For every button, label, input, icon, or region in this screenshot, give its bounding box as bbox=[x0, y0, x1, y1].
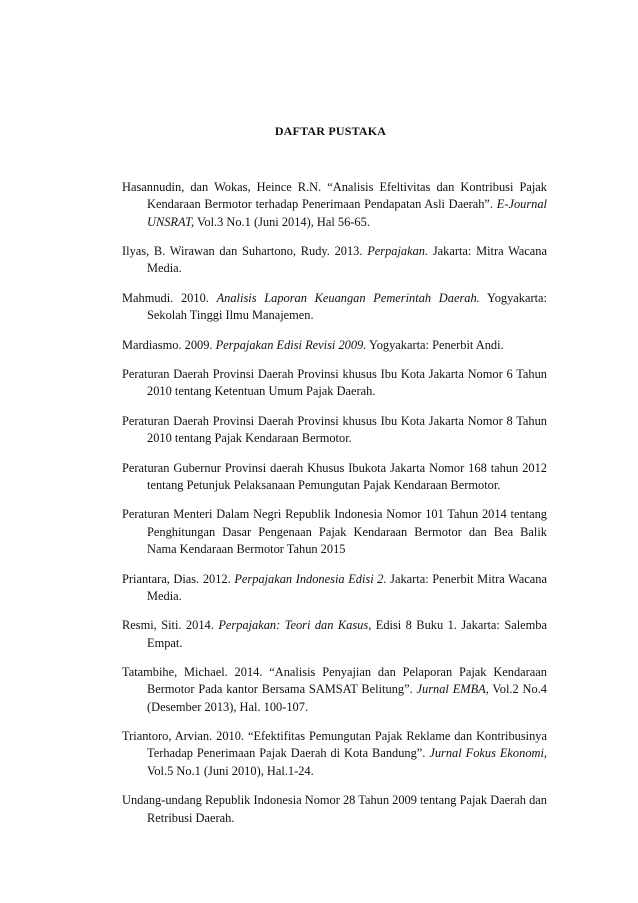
reference-source-italic: Perpajakan Edisi Revisi 2009. bbox=[215, 337, 367, 352]
reference-item bbox=[122, 664, 547, 716]
reference-item bbox=[122, 506, 547, 558]
reference-text: Hasannudin, dan Wokas, Heince R.N. “Analisis Efeltivitas dan Kontribusi Pajak Kendaraan Bermotor terhadap Penerimaan Pendapatan Asli Daerah”. bbox=[122, 180, 547, 212]
reference-text: Resmi, Siti. 2014. bbox=[122, 618, 219, 633]
reference-text: Peraturan Daerah Provinsi Daerah Provinsi khusus Ibu Kota Jakarta Nomor 8 Tahun 2010 tentang Pajak Kendaraan Bermotor. bbox=[122, 413, 547, 446]
reference-text: Peraturan Gubernur Provinsi daerah Khusus Ibukota Jakarta Nomor 168 tahun 2012 tentang Petunjuk Pelaksanaan Pemungutan Pajak Kendaraan Bermotor. bbox=[122, 460, 547, 492]
reference-text: Mardiasmo. 2009. bbox=[122, 337, 216, 352]
reference-item bbox=[122, 243, 547, 278]
reference-text: Triantoro, Arvian. 2010. “Efektifitas Pemungutan Pajak Reklame dan Kontribusinya Terhadap Penerimaan Pajak Daerah di Kota Bandung”. bbox=[122, 729, 547, 761]
reference-text: Undang-undang Republik Indonesia Nomor 28 Tahun 2009 tentang Pajak Daerah dan Retribusi Daerah. bbox=[122, 793, 547, 825]
reference-source-italic: Perpajakan Indonesia Edisi 2. bbox=[234, 571, 387, 586]
reference-item bbox=[122, 617, 547, 652]
reference-source-italic: Jurnal Fokus Ekonomi, bbox=[429, 746, 547, 761]
reference-text: Mahmudi. 2010. bbox=[122, 290, 217, 305]
reference-item bbox=[122, 728, 547, 780]
reference-item bbox=[122, 460, 547, 495]
reference-text-tail: Jakarta: Penerbit Mitra Wacana Media. bbox=[147, 571, 547, 603]
reference-text-tail: Vol.3 No.1 (Juni 2014), Hal 56-65. bbox=[194, 214, 370, 229]
reference-text: Peraturan Menteri Dalam Negri Republik Indonesia Nomor 101 Tahun 2014 tentang Penghitungan Dasar Pengenaan Pajak Kendaraan Bermotor dan Bea Balik Nama Kendaraan Bermotor Tahun 2015 bbox=[122, 507, 547, 557]
reference-text-tail: Edisi 8 Buku 1. Jakarta: Salemba Empat. bbox=[147, 618, 547, 650]
reference-list bbox=[122, 179, 547, 839]
reference-item bbox=[122, 290, 547, 325]
reference-item bbox=[122, 413, 547, 448]
reference-text: Ilyas, B. Wirawan dan Suhartono, Rudy. 2013. bbox=[122, 244, 368, 259]
reference-text-tail: Yogyakarta: Penerbit Andi. bbox=[366, 337, 504, 352]
reference-text-tail: Jakarta: Mitra Wacana Media. bbox=[147, 244, 547, 276]
reference-text-tail: Vol.5 No.1 (Juni 2010), Hal.1-24. bbox=[147, 763, 314, 778]
reference-item bbox=[122, 366, 547, 401]
reference-source-italic: Analisis Laporan Keuangan Pemerintah Daerah. bbox=[216, 290, 480, 305]
reference-source-italic: Jurnal EMBA, bbox=[416, 682, 489, 697]
reference-item bbox=[122, 179, 547, 231]
reference-source-italic: Perpajakan: Teori dan Kasus, bbox=[218, 618, 372, 633]
page-title: DAFTAR PUSTAKA bbox=[274, 124, 387, 138]
reference-source-italic: E-Journal UNSRAT, bbox=[147, 197, 547, 229]
reference-text: Peraturan Daerah Provinsi Daerah Provinsi khusus Ibu Kota Jakarta Nomor 6 Tahun 2010 tentang Ketentuan Umum Pajak Daerah. bbox=[122, 367, 547, 399]
reference-text-tail: Vol.2 No.4 (Desember 2013), Hal. 100-107. bbox=[147, 682, 547, 714]
reference-text: Tatambihe, Michael. 2014. “Analisis Penyajian dan Pelaporan Pajak Kendaraan Bermotor Pada kantor Bersama SAMSAT Belitung”. bbox=[122, 665, 547, 697]
reference-item bbox=[122, 337, 547, 354]
reference-item bbox=[122, 571, 547, 606]
reference-source-italic: Perpajakan. bbox=[367, 244, 429, 259]
reference-text: Priantara, Dias. 2012. bbox=[122, 571, 235, 586]
reference-text-tail: Yogyakarta: Sekolah Tinggi Ilmu Manajemen. bbox=[147, 290, 547, 323]
reference-item bbox=[122, 792, 547, 827]
